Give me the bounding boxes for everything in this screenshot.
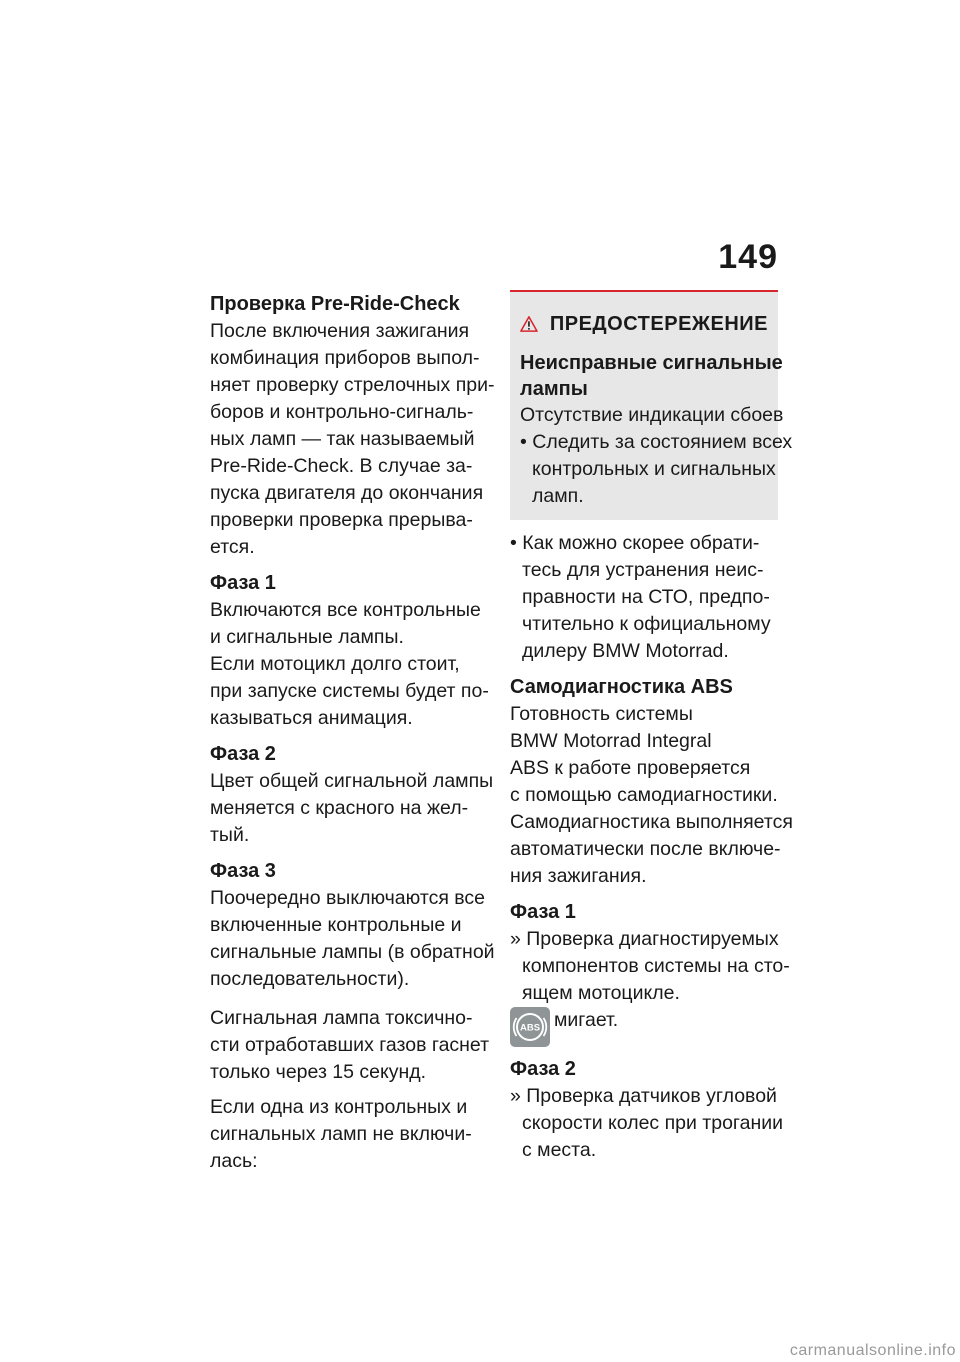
left-column — [210, 290, 495, 1175]
abs-phase2-list: » Проверка датчиков угловой скорости колес при трогании с места. — [510, 1085, 784, 1161]
warning-bullet: • Следить за состоянием всех контрольных и сигнальных ламп. — [520, 431, 793, 507]
warning-title: ПРЕДОСТЕРЕЖЕНИЕ — [549, 312, 768, 335]
abs-paragraph: Готовность системы BMW Motorrad Integral ABS к работе проверяется с помощью самодиагностики. Самодиагностика выполняется автоматически после включе- ния зажигания. — [510, 703, 793, 887]
phase2-title: Фаза 2 — [210, 743, 276, 765]
warning-subtitle: Неисправные сигнальные лампы — [520, 352, 783, 400]
service-bullet: • Как можно скорее обрати- тесь для устранения неис- правности на СТО, предпо- чтительно к официальному дилеру BMW Motorrad. — [510, 532, 771, 662]
abs-phase1-list: » Проверка диагностируемых компонентов системы на сто- ящем мотоцикле. — [510, 928, 790, 1004]
phase2-paragraph: Цвет общей сигнальной лампы меняется с красного на жел- тый. — [210, 770, 494, 846]
warning-text: Отсутствие индикации сбоев — [520, 404, 784, 426]
right-column — [510, 290, 793, 1164]
lamp-fail-paragraph: Если одна из контрольных и сигнальных ламп не включи- лась: — [210, 1096, 472, 1172]
footer-watermark: carmanualsonline.info — [789, 1342, 956, 1359]
blinks-text: мигает. — [554, 1009, 619, 1031]
abs-lamp-row — [510, 1007, 778, 1047]
warning-header — [520, 306, 768, 342]
intro-paragraph: После включения зажигания комбинация приборов выпол- няет проверку стрелочных при- боров и контрольно-сигналь- ных ламп — так называемый Pre-Ride-Check. В случае за- пуска двигателя до окончания проверки проверка прерыва- ется. — [210, 320, 495, 558]
toxic-lamp-paragraph: Сигнальная лампа токсично- сти отработавших газов гаснет только через 15 секунд. — [210, 1007, 490, 1083]
phase1-title: Фаза 1 — [210, 572, 276, 594]
warning-box — [510, 290, 793, 520]
phase1-paragraph: Включаются все контрольные и сигнальные лампы. Если мотоцикл долго стоит, при запуске системы будет по- казываться анимация. — [210, 599, 489, 729]
section-title-pre-ride-check: Проверка Pre-Ride-Check — [210, 293, 460, 315]
abs-warning-icon — [510, 1007, 550, 1047]
abs-section-title: Самодиагностика ABS — [510, 676, 733, 698]
page-number: 149 — [718, 238, 778, 276]
abs-phase1-title: Фаза 1 — [510, 901, 576, 923]
phase3-title: Фаза 3 — [210, 860, 276, 882]
abs-phase2-title: Фаза 2 — [510, 1058, 576, 1080]
phase3-paragraph: Поочередно выключаются все включенные контрольные и сигнальные лампы (в обратной последовательности). — [210, 887, 495, 990]
warning-triangle-icon — [520, 306, 538, 342]
abs-icon-label: ABS — [519, 1022, 541, 1034]
